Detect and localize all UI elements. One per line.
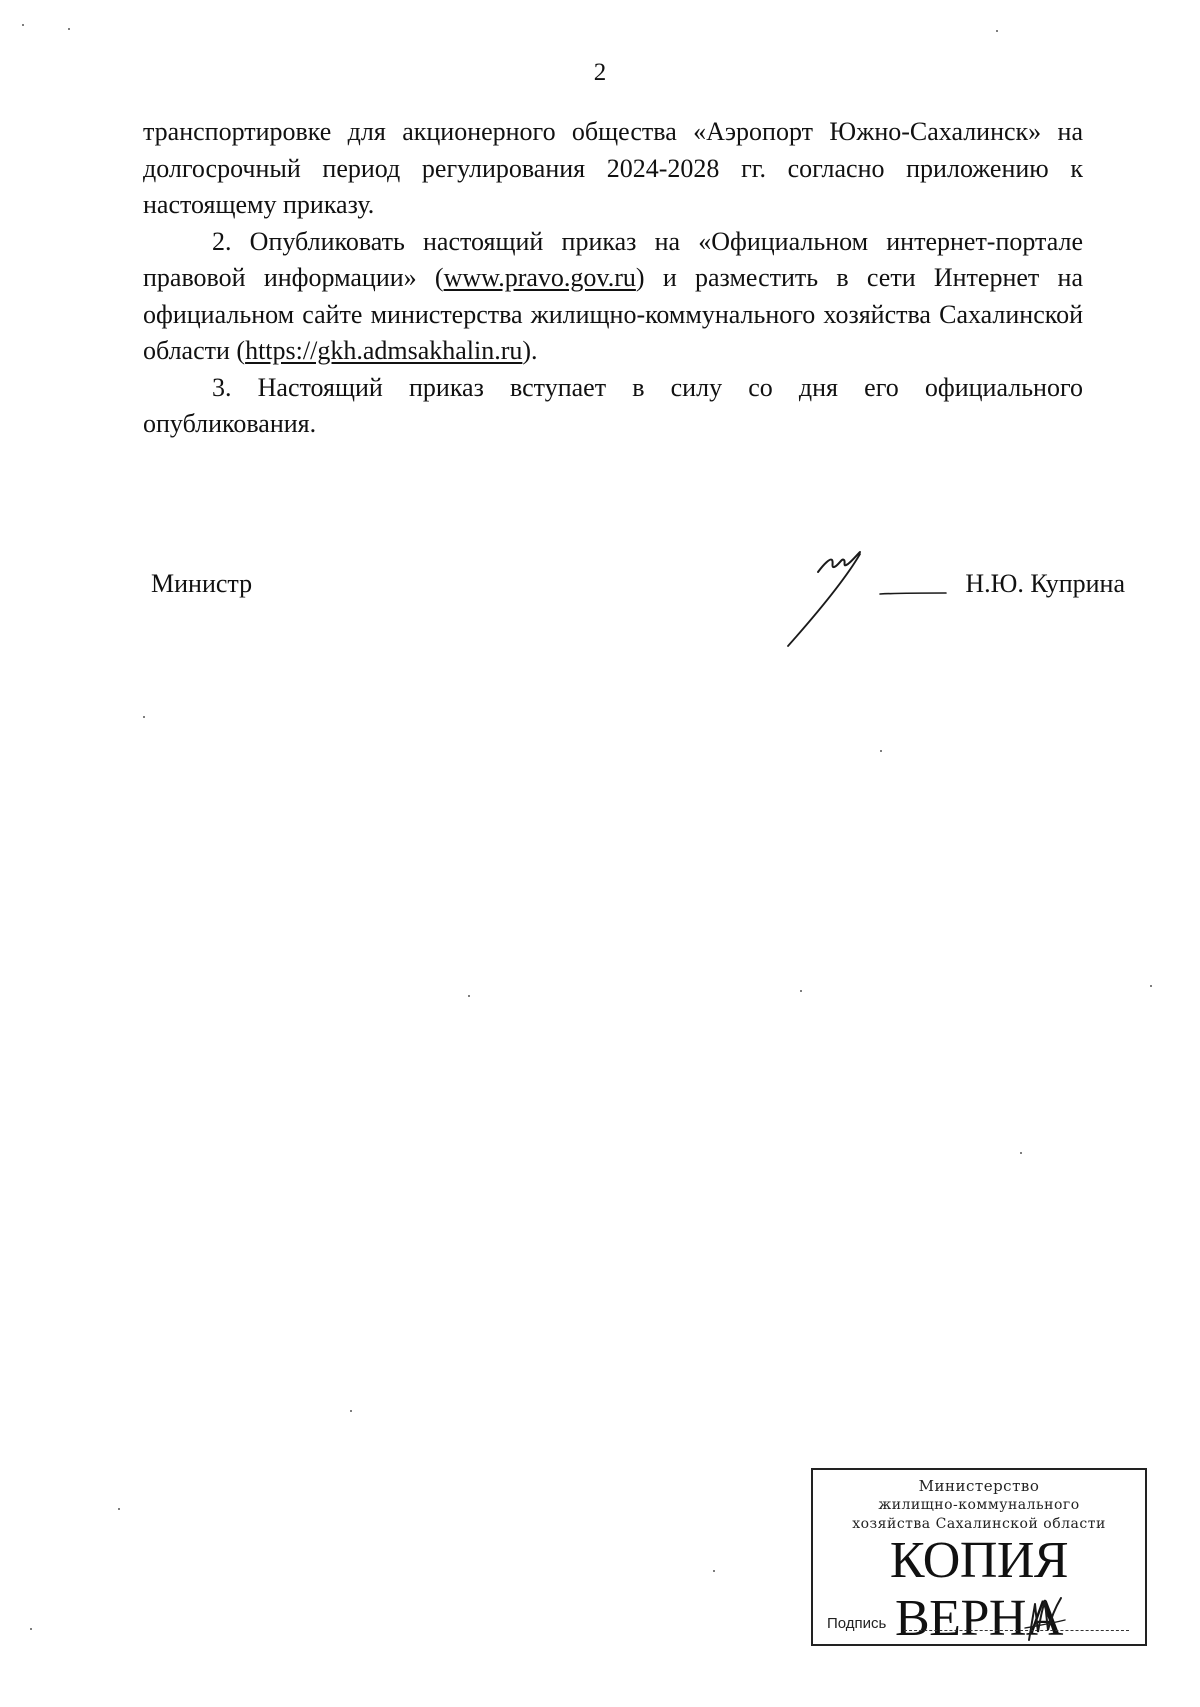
scan-speck [30, 1628, 32, 1630]
scan-speck [800, 990, 802, 992]
scan-speck [713, 1570, 715, 1572]
stamp-org-line-3: хозяйства Сахалинской области [852, 1516, 1106, 1532]
scan-speck [468, 995, 470, 997]
stamp-signature [1005, 1588, 1075, 1644]
gkh-admsakhalin-link[interactable]: https://gkh.admsakhalin.ru [245, 336, 523, 365]
scan-speck [880, 750, 882, 752]
scan-speck [1020, 1152, 1022, 1154]
pravo-gov-link[interactable]: www.pravo.gov.ru [443, 263, 636, 292]
paragraph-publication [143, 224, 1083, 370]
scan-speck [118, 1508, 120, 1510]
document-body [143, 114, 1083, 443]
stamp-sign-label: Подпись [827, 1615, 887, 1632]
paragraph-publication-text-3: ). [522, 336, 538, 365]
signer-position: Министр [151, 569, 253, 598]
scan-speck [68, 28, 70, 30]
scan-speck [996, 30, 998, 32]
scan-speck [1150, 985, 1152, 987]
paragraph-continuation-text: транспортировке для акционерного общества «Аэропорт Южно-Сахалинск» на долгосрочный период регулирования 2024-2028 гг. согласно приложению к настоящему приказу. [143, 117, 1083, 219]
signature-block [0, 566, 1200, 606]
page-number: 2 [593, 59, 607, 86]
stamp-org-line-1: Министерство [918, 1477, 1040, 1495]
handwritten-signature [780, 548, 950, 658]
paragraph-effective-date [143, 370, 1083, 443]
scan-speck [22, 24, 24, 26]
stamp-org-line-2: жилищно-коммунального [878, 1497, 1080, 1513]
scan-speck [143, 716, 145, 718]
signer-name: Н.Ю. Куприна [965, 569, 1125, 598]
paragraph-publication-text-1: 2. Опубликовать настоящий приказ на «Официальном интернет-портале правовой информации» ( [143, 226, 1083, 292]
paragraph-publication-text-2: ) и разместить в сети Интернет на официальном сайте министерства жилищно-коммунального хозяйства Сахалинской области ( [143, 263, 1083, 365]
paragraph-effective-date-text: 3. Настоящий приказ вступает в силу со дня его официального опубликования. [143, 372, 1083, 438]
copy-verified-stamp [811, 1468, 1147, 1646]
stamp-title: КОПИЯ ВЕРНА [889, 1532, 1069, 1647]
scan-speck [350, 1410, 352, 1412]
paragraph-continuation [143, 114, 1083, 224]
